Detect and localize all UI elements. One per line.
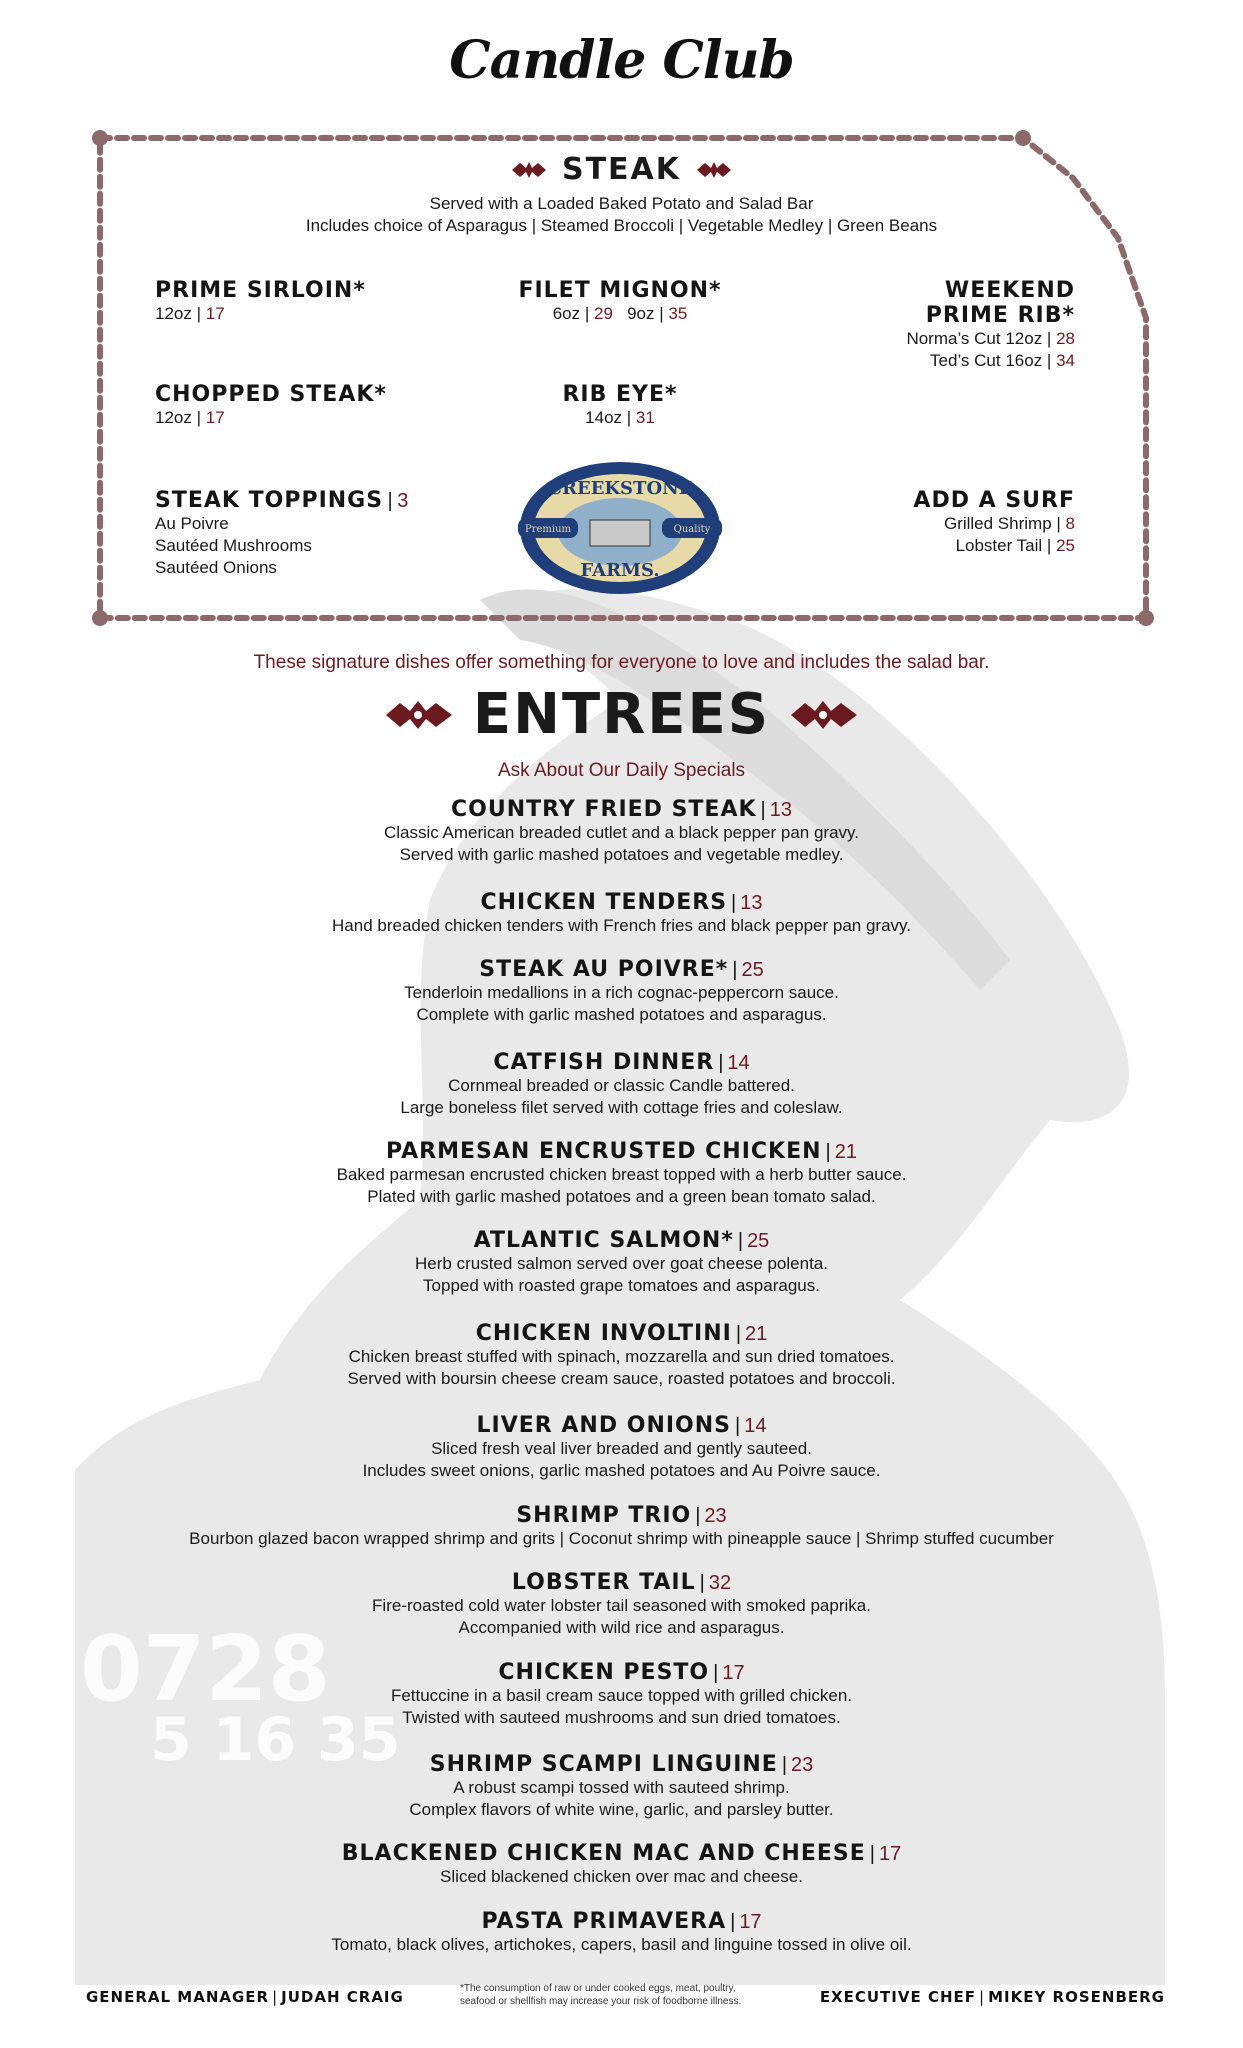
entree-item: BLACKENED CHICKEN MAC AND CHEESE | 17 Sliced blackened chicken over mac and cheese. (80, 1841, 1163, 1888)
entree-price: 32 (708, 1572, 732, 1594)
entree-name: LOBSTER TAIL (511, 1570, 696, 1595)
creekstone-right-text: Quality (673, 524, 711, 535)
entree-price: 23 (791, 1754, 814, 1776)
entree-name: STEAK AU POIVRE* (479, 957, 729, 982)
entree-item: CHICKEN TENDERS | 13 Hand breaded chicken tenders with French fries and black pepper pan gravy. (80, 890, 1163, 937)
steak-toppings (155, 488, 408, 579)
entree-desc: Served with garlic mashed potatoes and vegetable medley. (399, 845, 844, 864)
entree-name: LIVER AND ONIONS (476, 1413, 732, 1438)
entree-desc: Complex flavors of white wine, garlic, and parsley butter. (409, 1800, 834, 1819)
entree-price: 17 (739, 1911, 762, 1933)
item-size: 12oz | (155, 408, 202, 427)
gm-label: GENERAL MANAGER (86, 1988, 270, 2006)
entree-name: PARMESAN ENCRUSTED CHICKEN (386, 1139, 822, 1164)
item-size: 14oz | (585, 408, 632, 427)
item-price: 17 (205, 304, 225, 323)
item-price: 35 (668, 304, 688, 323)
svg-text:0728: 0728 (80, 1617, 331, 1722)
chopped-steak (155, 382, 387, 429)
steak-title: STEAK (561, 152, 682, 187)
entree-name: CATFISH DINNER (493, 1050, 715, 1075)
item-price: 29 (593, 304, 613, 323)
prime-sirloin (155, 278, 366, 325)
entree-item: SHRIMP TRIO | 23 Bourbon glazed bacon wrapped shrimp and grits | Coconut shrimp with pineapple sauce | Shrimp stuffed cucumber (80, 1503, 1163, 1550)
chef-name: MIKEY ROSENBERG (988, 1988, 1165, 2006)
filet-mignon (470, 278, 770, 325)
disclaimer-line: *The consumption of raw or under cooked eggs, meat, poultry, (460, 1983, 736, 1994)
entree-name: CHICKEN TENDERS (480, 890, 728, 915)
item-price: 8 (1065, 514, 1075, 533)
entrees-heading (0, 682, 1243, 747)
item-name: ADD A SURF (913, 488, 1075, 513)
entree-item: ATLANTIC SALMON* | 25 Herb crusted salmon served over goat cheese polenta. Topped with roasted grape tomatoes and asparagus. (80, 1228, 1163, 1297)
entree-name: BLACKENED CHICKEN MAC AND CHEESE (341, 1841, 866, 1866)
entree-desc: Fettuccine in a basil cream sauce topped with grilled chicken. (390, 1686, 853, 1705)
entree-desc: Chicken breast stuffed with spinach, mozzarella and sun dried tomatoes. (348, 1347, 895, 1366)
steak-heading (0, 152, 1243, 187)
item-size: Norma’s Cut 12oz | (906, 329, 1052, 348)
item-size: Lobster Tail | (955, 536, 1052, 555)
entree-price: 21 (745, 1323, 768, 1345)
entree-price: 25 (747, 1230, 770, 1252)
food-safety-disclaimer (460, 1982, 800, 2008)
entree-desc: Herb crusted salmon served over goat cheese polenta. (415, 1254, 828, 1273)
item-name: WEEKEND (944, 278, 1075, 303)
executive-chef (820, 1988, 1165, 2006)
creekstone-top-text: CREEKSTONE (547, 478, 693, 499)
entree-desc: Complete with garlic mashed potatoes and asparagus. (416, 1005, 827, 1024)
rib-eye (470, 382, 770, 429)
entree-item: COUNTRY FRIED STEAK | 13 Classic American breaded cutlet and a black pepper pan gravy. Served with garlic mashed potatoes and vegetable medley. (80, 797, 1163, 866)
item-price: 28 (1056, 329, 1075, 348)
svg-text:5 16 35: 5 16 35 (150, 1705, 401, 1775)
entree-item: CHICKEN INVOLTINI | 21 Chicken breast stuffed with spinach, mozzarella and sun dried tomatoes. Served with boursin cheese cream sauce, roasted potatoes and broccoli. (80, 1321, 1163, 1390)
steak-subtitle-1: Served with a Loaded Baked Potato and Salad Bar (429, 194, 814, 213)
entree-price: 21 (834, 1141, 857, 1163)
entrees-title: ENTREES (472, 682, 771, 747)
item-price: 34 (1056, 351, 1075, 370)
entree-desc: Cornmeal breaded or classic Candle battered. (448, 1076, 795, 1095)
entree-item: CATFISH DINNER | 14 Cornmeal breaded or classic Candle battered. Large boneless filet served with cottage fries and coleslaw. (80, 1050, 1163, 1119)
topping-item: Au Poivre (155, 514, 229, 533)
item-name: PRIME SIRLOIN* (155, 278, 366, 303)
candle-club-logo: Candle Club (449, 30, 794, 91)
item-size: Grilled Shrimp | (943, 514, 1061, 533)
entree-price: 23 (704, 1505, 727, 1527)
entree-desc: Served with boursin cheese cream sauce, roasted potatoes and broccoli. (347, 1369, 896, 1388)
item-price: 31 (635, 408, 655, 427)
ornament-icon (384, 697, 454, 733)
signature-note: These signature dishes offer something for everyone to love and includes the salad bar. (253, 652, 990, 673)
entree-desc: Sliced blackened chicken over mac and cheese. (440, 1867, 803, 1886)
entree-desc: Topped with roasted grape tomatoes and asparagus. (423, 1276, 820, 1295)
entree-item: LIVER AND ONIONS | 14 Sliced fresh veal liver breaded and gently sauteed. Includes sweet onions, garlic mashed potatoes and Au Poivre sauce. (80, 1413, 1163, 1482)
item-price: 25 (1056, 536, 1075, 555)
entree-desc: Twisted with sauteed mushrooms and sun dried tomatoes. (402, 1708, 841, 1727)
entree-name: CHICKEN PESTO (498, 1660, 710, 1685)
item-name: CHOPPED STEAK* (155, 382, 387, 407)
entree-item: STEAK AU POIVRE* | 25 Tenderloin medallions in a rich cognac-peppercorn sauce. Complete with garlic mashed potatoes and asparagus. (80, 957, 1163, 1026)
entree-price: 13 (769, 799, 792, 821)
daily-specials-note: Ask About Our Daily Specials (497, 760, 746, 781)
ornament-icon (510, 160, 548, 180)
gm-name: JUDAH CRAIG (281, 1988, 404, 2006)
separator: | (387, 490, 393, 512)
item-name: FILET MIGNON* (518, 278, 722, 303)
topping-item: Sautéed Mushrooms (155, 536, 312, 555)
item-name: RIB EYE* (562, 382, 678, 407)
entree-name: ATLANTIC SALMON* (473, 1228, 734, 1253)
weekend-prime-rib (906, 278, 1075, 372)
entree-desc: Accompanied with wild rice and asparagus. (458, 1618, 785, 1637)
entree-price: 17 (722, 1662, 745, 1684)
disclaimer-line: seafood or shellfish may increase your risk of foodborne illness. (460, 1996, 742, 2007)
entree-desc: A robust scampi tossed with sauteed shrimp. (453, 1778, 790, 1797)
entree-name: CHICKEN INVOLTINI (475, 1321, 732, 1346)
entree-desc: Classic American breaded cutlet and a black pepper pan gravy. (383, 823, 859, 842)
steak-subtitle-2: Includes choice of Asparagus | Steamed Broccoli | Vegetable Medley | Green Beans (305, 216, 938, 235)
entree-name: PASTA PRIMAVERA (481, 1909, 727, 1934)
creekstone-left-text: Premium (524, 524, 572, 535)
topping-item: Sautéed Onions (155, 558, 277, 577)
entree-name: COUNTRY FRIED STEAK (451, 797, 757, 822)
creekstone-farms-logo (510, 458, 730, 598)
entree-name: SHRIMP TRIO (516, 1503, 692, 1528)
separator: | (272, 1988, 279, 2006)
entree-item: CHICKEN PESTO | 17 Fettuccine in a basil cream sauce topped with grilled chicken. Twisted with sauteed mushrooms and sun dried tomatoes. (80, 1660, 1163, 1729)
entree-item: SHRIMP SCAMPI LINGUINE | 23 A robust scampi tossed with sauteed shrimp. Complex flavors of white wine, garlic, and parsley butter. (80, 1752, 1163, 1821)
entree-price: 13 (740, 892, 763, 914)
entree-desc: Sliced fresh veal liver breaded and gently sauteed. (431, 1439, 812, 1458)
entree-desc: Plated with garlic mashed potatoes and a green bean tomato salad. (367, 1187, 876, 1206)
entree-price: 25 (741, 959, 764, 981)
item-size: 6oz | (552, 304, 590, 323)
item-size: Ted’s Cut 16oz | (930, 351, 1052, 370)
entree-name: SHRIMP SCAMPI LINGUINE (429, 1752, 778, 1777)
creekstone-bottom-text: FARMS. (580, 560, 660, 581)
entree-price: 14 (727, 1052, 750, 1074)
entree-desc: Bourbon glazed bacon wrapped shrimp and grits | Coconut shrimp with pineapple sauce | Shrimp stuffed cucumber (189, 1529, 1054, 1548)
ornament-icon (695, 160, 733, 180)
item-name: STEAK TOPPINGS (155, 488, 384, 513)
ornament-icon (789, 697, 859, 733)
entree-desc: Fire-roasted cold water lobster tail seasoned with smoked paprika. (372, 1596, 871, 1615)
item-price: 17 (205, 408, 225, 427)
item-size: 12oz | (155, 304, 202, 323)
item-name: PRIME RIB* (925, 303, 1075, 328)
entree-price: 17 (878, 1843, 902, 1865)
entree-price: 14 (744, 1415, 767, 1437)
entree-item: PARMESAN ENCRUSTED CHICKEN | 21 Baked parmesan encrusted chicken breast topped with a herb butter sauce. Plated with garlic mashed potatoes and a green bean tomato salad. (80, 1139, 1163, 1208)
add-a-surf (913, 488, 1075, 557)
separator: | (979, 1988, 986, 2006)
general-manager (86, 1988, 404, 2006)
entree-desc: Includes sweet onions, garlic mashed potatoes and Au Poivre sauce. (362, 1461, 881, 1480)
entree-desc: Tomato, black olives, artichokes, capers, basil and linguine tossed in olive oil. (331, 1935, 912, 1954)
entree-desc: Baked parmesan encrusted chicken breast topped with a herb butter sauce. (336, 1165, 907, 1184)
entree-desc: Tenderloin medallions in a rich cognac-peppercorn sauce. (404, 983, 839, 1002)
entree-desc: Hand breaded chicken tenders with French fries and black pepper pan gravy. (332, 916, 911, 935)
entree-desc: Large boneless filet served with cottage fries and coleslaw. (400, 1098, 843, 1117)
entree-item: LOBSTER TAIL | 32 Fire-roasted cold water lobster tail seasoned with smoked paprika. Accompanied with wild rice and asparagus. (80, 1570, 1163, 1639)
chef-label: EXECUTIVE CHEF (819, 1988, 977, 2006)
item-size: 9oz | (627, 304, 664, 323)
entree-item: PASTA PRIMAVERA | 17 Tomato, black olives, artichokes, capers, basil and linguine tossed in olive oil. (80, 1909, 1163, 1956)
item-price: 3 (397, 490, 409, 512)
